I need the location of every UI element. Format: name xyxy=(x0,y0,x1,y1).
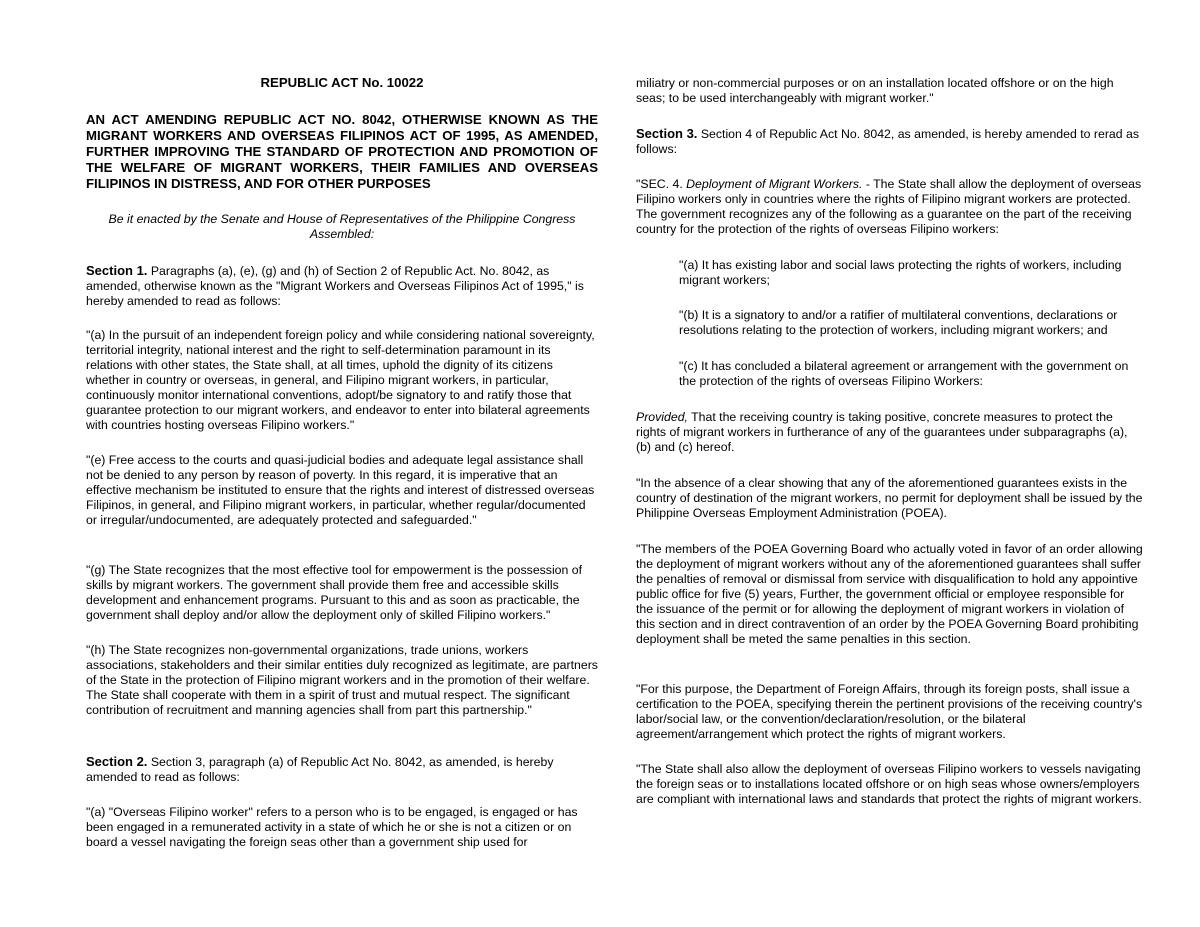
section-3-text: Section 4 of Republic Act No. 8042, as amended, is hereby amended to rerad as follows: xyxy=(636,127,1140,156)
sec-4-prefix: "SEC. 4. xyxy=(636,177,687,191)
provided-clause xyxy=(636,410,1144,455)
section-1 xyxy=(86,263,598,309)
paragraph-a: "(a) In the pursuit of an independent foreign policy and while considering national sovereignty, territorial integrity, national interest and the right to self-determination paramount in its relations with other states, the State shall, at all times, uphold the dignity of its citizens whether in country or overseas, in general, and Filipino migrant workers, in particular, continuously monitor international conventions, adopt/be signatory to and ratify those that guarantee protection to our migrant workers, and endeavor to enter into bilateral agreements with countries hosting overseas Filipino workers." xyxy=(86,328,595,432)
act-title: REPUBLIC ACT No. 10022 xyxy=(260,75,424,90)
members-paragraph: "The members of the POEA Governing Board who actually voted in favor of an order allowing the deployment of migrant workers without any of the aforementioned guarantees shall suffer the penalties of removal or dismissal from service with disqualification to hold any appointive public office for five (5) years, Further, the government official or employee responsible for the issuance of the permit or for allowing the deployment of migrant workers in violation of this section and in direct contravention of an order by the POEA Governing Board prohibiting deployment shall be meted the same penalties in this section. xyxy=(636,542,1143,646)
section-1-heading: Section 1. xyxy=(86,263,148,278)
sec-4-text: - The State shall allow the deployment of overseas Filipino workers only in countries where the rights of Filipino migrant workers are protected. The government recognizes any of the following as a guarantee on the part of the receiving country for the protection of the rights of overseas Filipino workers: xyxy=(636,177,1142,236)
guarantee-a: "(a) It has existing labor and social laws protecting the rights of workers, including migrant workers; xyxy=(679,258,1122,287)
vessels-paragraph: "The State shall also allow the deployment of overseas Filipino workers to vessels navigating the foreign seas or to installations located offshore or on high seas whose owners/employers are compliant with international laws and standards that protect the rights of migrant workers. xyxy=(636,762,1142,806)
provided-text: That the receiving country is taking positive, concrete measures to protect the rights of migrant workers in furtherance of any of the guarantees under subparagraphs (a), (b) and (c) hereof. xyxy=(636,410,1128,454)
section-2-text: Section 3, paragraph (a) of Republic Act No. 8042, as amended, is hereby amended to read as follows: xyxy=(86,755,554,784)
section-1-text: Paragraphs (a), (e), (g) and (h) of Section 2 of Republic Act. No. 8042, as amended, otherwise known as the "Migrant Workers and Overseas Filipinos Act of 1995," is hereby amended to read as follows: xyxy=(86,264,584,308)
section-3 xyxy=(636,126,1144,157)
act-long-title: AN ACT AMENDING REPUBLIC ACT NO. 8042, OTHERWISE KNOWN AS THE MIGRANT WORKERS AND OVERSEAS FILIPINOS ACT OF 1995, AS AMENDED, FURTHER IMPROVING THE STANDARD OF PROTECTION AND PROMOTION OF THE WELFARE OF MIGRANT WORKERS, THEIR FAMILIES AND OVERSEAS FILIPINOS IN DISTRESS, AND FOR OTHER PURPOSES xyxy=(86,112,598,191)
paragraph-h: "(h) The State recognizes non-governmental organizations, trade unions, workers associations, stakeholders and their similar entities duly recognized as legitimate, are partners of the State in the protection of Filipino migrant workers and in the promotion of their welfare. The State shall cooperate with them in a spirit of trust and mutual respect. The significant contribution of recruitment and manning agencies shall from part this partnership." xyxy=(86,643,598,717)
section-2 xyxy=(86,754,598,785)
guarantee-c: "(c) It has concluded a bilateral agreement or arrangement with the government on the protection of the rights of overseas Filipino Workers: xyxy=(679,359,1129,388)
paragraph-g: "(g) The State recognizes that the most effective tool for empowerment is the possession of skills by migrant workers. The government shall provide them free and accessible skills development and enhancement programs. Pursuant to this and as soon as practicable, the government shall deploy and/or allow the deployment only of skilled Filipino workers." xyxy=(86,563,583,622)
absence-paragraph: "In the absence of a clear showing that any of the aforementioned guarantees exists in the country of destination of the migrant workers, no permit for deployment shall be issued by the Philippine Overseas Employment Administration (POEA). xyxy=(636,476,1143,520)
sec-4-paragraph xyxy=(636,177,1144,237)
section-3-heading: Section 3. xyxy=(636,126,698,141)
purpose-paragraph: "For this purpose, the Department of Foreign Affairs, through its foreign posts, shall issue a certification to the POEA, specifying therein the pertinent provisions of the receiving country's labor/social law, or the convention/declaration/resolution, or the bilateral agreement/arrangement which protect the rights of migrant workers. xyxy=(636,682,1143,741)
section-2-paragraph-a: "(a) "Overseas Filipino worker" refers to a person who is to be engaged, is engaged or has been engaged in a remunerated activity in a state of which he or she is not a citizen or on board a vessel navigating the foreign seas other than a government ship used for xyxy=(86,805,578,849)
guarantee-b: "(b) It is a signatory to and/or a ratifier of multilateral conventions, declarations or resolutions relating to the protection of workers, including migrant workers; and xyxy=(679,308,1118,337)
provided-label: Provided, xyxy=(636,410,688,424)
sec-4-title: Deployment of Migrant Workers. xyxy=(686,177,863,191)
section-2-heading: Section 2. xyxy=(86,754,148,769)
paragraph-e: "(e) Free access to the courts and quasi-judicial bodies and adequate legal assistance shall not be denied to any person by reason of poverty. In this regard, it is imperative that an effective mechanism be instituted to ensure that the rights and interest of distressed overseas Filipinos, in general, and Filipino migrant workers, in particular, whether regular/documented or irregular/undocumented, are adequately protected and safeguarded." xyxy=(86,453,595,527)
continuation-text: miliatry or non-commercial purposes or on an installation located offshore or on the high seas; to be used interchangeably with migrant worker." xyxy=(636,76,1114,105)
enacting-clause: Be it enacted by the Senate and House of Representatives of the Philippine Congress Assembled: xyxy=(108,212,576,241)
